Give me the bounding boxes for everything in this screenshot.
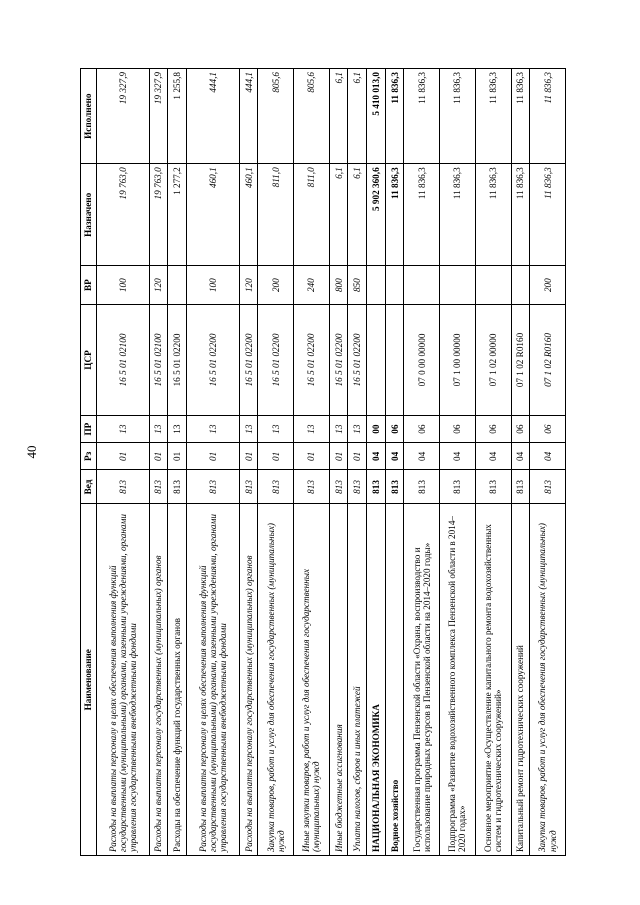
cell-executed: 444,1 — [187, 69, 240, 164]
cell-assigned: 11 836,3 — [530, 164, 566, 266]
cell-assigned: 11 836,3 — [440, 164, 476, 266]
cell-ved: 813 — [348, 470, 367, 504]
table-row — [367, 69, 386, 856]
table-row — [168, 69, 187, 856]
cell-vr — [168, 266, 187, 305]
cell-ved: 813 — [187, 470, 240, 504]
cell-rz: 04 — [367, 443, 386, 470]
cell-executed: 11 836,3 — [385, 69, 404, 164]
cell-name: Расходы на выплаты персоналу государственных (муниципальных) органов — [149, 504, 168, 856]
cell-executed: 11 836,3 — [404, 69, 440, 164]
cell-assigned: 460,1 — [187, 164, 240, 266]
cell-ved: 813 — [97, 470, 150, 504]
cell-assigned: 19 763,0 — [149, 164, 168, 266]
cell-pr: 13 — [348, 416, 367, 443]
cell-pr: 00 — [367, 416, 386, 443]
cell-pr: 13 — [294, 416, 330, 443]
cell-assigned: 19 763,0 — [97, 164, 150, 266]
cell-rz: 01 — [97, 443, 150, 470]
cell-vr — [404, 266, 440, 305]
cell-ved: 813 — [440, 470, 476, 504]
column-header-csr: ЦСР — [81, 304, 97, 415]
cell-csr: 16 5 01 02100 — [149, 304, 168, 415]
cell-vr — [511, 266, 530, 305]
cell-executed: 5 410 013,0 — [367, 69, 386, 164]
cell-vr — [475, 266, 511, 305]
cell-executed: 11 836,3 — [440, 69, 476, 164]
cell-pr: 13 — [258, 416, 294, 443]
cell-name: НАЦИОНАЛЬНАЯ ЭКОНОМИКА — [367, 504, 386, 856]
cell-rz: 01 — [239, 443, 258, 470]
table-row — [511, 69, 530, 856]
cell-rz: 04 — [475, 443, 511, 470]
column-header-vr: ВР — [81, 266, 97, 305]
cell-ved: 813 — [258, 470, 294, 504]
cell-name: Иные бюджетные ассигнования — [329, 504, 348, 856]
cell-rz: 01 — [168, 443, 187, 470]
cell-assigned: 11 836,3 — [475, 164, 511, 266]
cell-vr: 200 — [258, 266, 294, 305]
table-row — [404, 69, 440, 856]
cell-vr: 120 — [149, 266, 168, 305]
cell-pr: 13 — [149, 416, 168, 443]
table-row — [385, 69, 404, 856]
cell-executed: 444,1 — [239, 69, 258, 164]
cell-executed: 11 836,3 — [475, 69, 511, 164]
cell-rz: 04 — [530, 443, 566, 470]
cell-executed: 19 327,9 — [149, 69, 168, 164]
table-row — [294, 69, 330, 856]
cell-rz: 04 — [440, 443, 476, 470]
cell-name: Расходы на обеспечение функций государственных органов — [168, 504, 187, 856]
table-row — [329, 69, 348, 856]
cell-rz: 01 — [149, 443, 168, 470]
cell-vr: 850 — [348, 266, 367, 305]
cell-name: Расходы на выплаты персоналу в целях обеспечения выполнения функций государственными (муниципальными) органами, казенными учреждениями, органами управления государственными внебюджетными фондами — [187, 504, 240, 856]
cell-executed: 805,6 — [258, 69, 294, 164]
cell-csr: 07 0 00 00000 — [404, 304, 440, 415]
column-header-assigned: Назначено — [81, 164, 97, 266]
cell-name: Расходы на выплаты персоналу в целях обеспечения выполнения функций государственными (муниципальными) органами, казенными учреждениями, органами управления государственными внебюджетными фондами — [97, 504, 150, 856]
table-row — [475, 69, 511, 856]
cell-assigned: 5 902 360,6 — [367, 164, 386, 266]
cell-pr: 06 — [511, 416, 530, 443]
column-header-rz: Рз — [81, 443, 97, 470]
table-header-row — [81, 69, 97, 856]
cell-csr: 16 5 01 02200 — [187, 304, 240, 415]
cell-assigned: 460,1 — [239, 164, 258, 266]
cell-executed: 11 836,3 — [511, 69, 530, 164]
table-row — [440, 69, 476, 856]
table-row — [149, 69, 168, 856]
cell-vr — [367, 266, 386, 305]
cell-pr: 06 — [385, 416, 404, 443]
cell-ved: 813 — [168, 470, 187, 504]
cell-ved: 813 — [404, 470, 440, 504]
cell-assigned: 11 836,3 — [404, 164, 440, 266]
cell-csr: 16 5 01 02100 — [97, 304, 150, 415]
cell-name: Уплата налогов, сборов и иных платежей — [348, 504, 367, 856]
cell-pr: 13 — [168, 416, 187, 443]
table-body — [97, 69, 566, 856]
cell-assigned: 6,1 — [329, 164, 348, 266]
table-row — [97, 69, 150, 856]
cell-rz: 01 — [329, 443, 348, 470]
cell-executed: 805,6 — [294, 69, 330, 164]
cell-name: Капитальный ремонт гидротехнических сооружений — [511, 504, 530, 856]
cell-assigned: 6,1 — [348, 164, 367, 266]
cell-rz: 01 — [348, 443, 367, 470]
cell-name: Подпрограмма «Развитие водохозяйственного комплекса Пензенской области в 2014–2020 годах» — [440, 504, 476, 856]
cell-rz: 04 — [385, 443, 404, 470]
cell-assigned: 11 836,3 — [511, 164, 530, 266]
cell-ved: 813 — [530, 470, 566, 504]
cell-vr: 100 — [187, 266, 240, 305]
page-number: 40 — [24, 445, 39, 459]
table-row — [348, 69, 367, 856]
cell-pr: 13 — [329, 416, 348, 443]
column-header-executed: Исполнено — [81, 69, 97, 164]
cell-rz: 01 — [258, 443, 294, 470]
cell-name: Расходы на выплаты персоналу государственных (муниципальных) органов — [239, 504, 258, 856]
cell-executed: 11 836,3 — [530, 69, 566, 164]
table-row — [258, 69, 294, 856]
cell-csr: 07 1 02 R0160 — [511, 304, 530, 415]
cell-executed: 6,1 — [329, 69, 348, 164]
cell-rz: 04 — [511, 443, 530, 470]
cell-vr: 200 — [530, 266, 566, 305]
cell-pr: 06 — [530, 416, 566, 443]
table-row — [239, 69, 258, 856]
cell-csr — [367, 304, 386, 415]
cell-rz: 01 — [294, 443, 330, 470]
cell-vr: 120 — [239, 266, 258, 305]
cell-csr — [385, 304, 404, 415]
column-header-ved: Вед — [81, 470, 97, 504]
cell-ved: 813 — [475, 470, 511, 504]
rotated-page-content — [80, 68, 566, 856]
cell-pr: 13 — [239, 416, 258, 443]
cell-csr: 07 1 00 00000 — [440, 304, 476, 415]
cell-ved: 813 — [511, 470, 530, 504]
cell-rz: 01 — [187, 443, 240, 470]
cell-pr: 13 — [97, 416, 150, 443]
cell-name: Закупка товаров, работ и услуг для обеспечения государственных (муниципальных) нужд — [258, 504, 294, 856]
cell-executed: 1 255,8 — [168, 69, 187, 164]
cell-csr: 16 5 01 02200 — [329, 304, 348, 415]
cell-executed: 6,1 — [348, 69, 367, 164]
cell-name: Основное мероприятие «Осуществление капитального ремонта водохозяйственных систем и гидротехнических сооружений» — [475, 504, 511, 856]
cell-vr: 240 — [294, 266, 330, 305]
cell-vr: 800 — [329, 266, 348, 305]
cell-ved: 813 — [385, 470, 404, 504]
cell-csr: 16 5 01 02200 — [168, 304, 187, 415]
column-header-name: Наименование — [81, 504, 97, 856]
cell-vr: 100 — [97, 266, 150, 305]
cell-pr: 13 — [187, 416, 240, 443]
cell-csr: 16 5 01 02200 — [258, 304, 294, 415]
budget-table — [80, 68, 566, 856]
cell-assigned: 811,0 — [294, 164, 330, 266]
cell-ved: 813 — [367, 470, 386, 504]
table-row — [530, 69, 566, 856]
cell-csr: 16 5 01 02200 — [239, 304, 258, 415]
cell-ved: 813 — [329, 470, 348, 504]
cell-ved: 813 — [294, 470, 330, 504]
cell-pr: 06 — [475, 416, 511, 443]
cell-vr — [440, 266, 476, 305]
column-header-pr: ПР — [81, 416, 97, 443]
cell-vr — [385, 266, 404, 305]
cell-name: Водное хозяйство — [385, 504, 404, 856]
table-row — [187, 69, 240, 856]
cell-csr: 16 5 01 02200 — [294, 304, 330, 415]
cell-pr: 06 — [440, 416, 476, 443]
cell-ved: 813 — [239, 470, 258, 504]
cell-executed: 19 327,9 — [97, 69, 150, 164]
cell-csr: 07 1 02 00000 — [475, 304, 511, 415]
cell-name: Иные закупки товаров, работ и услуг для обеспечения государственных (муниципальных) нужд — [294, 504, 330, 856]
cell-assigned: 11 836,3 — [385, 164, 404, 266]
cell-name: Закупка товаров, работ и услуг для обеспечения государственных (муниципальных) нужд — [530, 504, 566, 856]
cell-assigned: 1 277,2 — [168, 164, 187, 266]
cell-csr: 16 5 01 02200 — [348, 304, 367, 415]
cell-csr: 07 1 02 R0160 — [530, 304, 566, 415]
cell-ved: 813 — [149, 470, 168, 504]
cell-rz: 04 — [404, 443, 440, 470]
cell-assigned: 811,0 — [258, 164, 294, 266]
cell-name: Государственная программа Пензенской области «Охрана, воспроизводство и использование природных ресурсов в Пензенской области на 2014–2020 годы» — [404, 504, 440, 856]
cell-pr: 06 — [404, 416, 440, 443]
